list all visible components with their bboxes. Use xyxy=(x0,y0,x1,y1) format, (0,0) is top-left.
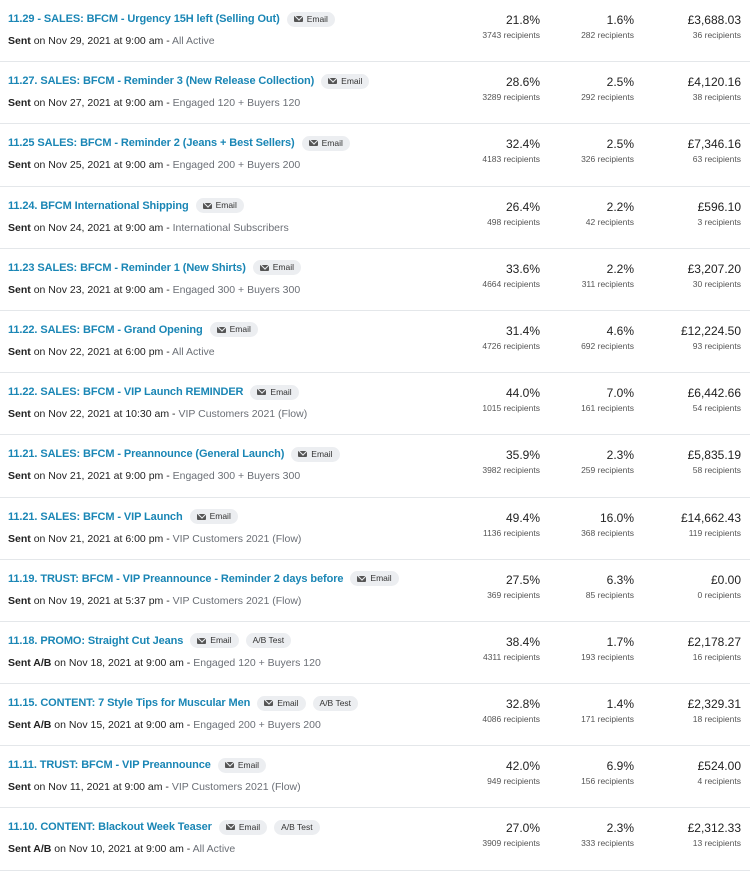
campaign-info xyxy=(8,446,500,482)
revenue-recipients: 93 recipients xyxy=(692,340,741,351)
email-badge xyxy=(253,260,301,275)
click-recipients: 282 recipients xyxy=(581,30,634,40)
campaign-sent-line xyxy=(8,781,500,793)
sent-label: Sent A/B xyxy=(8,719,52,732)
campaign-sent-line xyxy=(8,595,500,607)
badge-label: Email xyxy=(238,821,261,832)
revenue: £596.10 xyxy=(697,199,741,214)
sent-label: Sent xyxy=(8,470,31,483)
click-recipients: 85 recipients xyxy=(585,589,634,600)
sent-date: on Nov 25, 2021 at 9:00 am - xyxy=(33,159,170,172)
badge-label: Email xyxy=(210,635,232,646)
campaign-info xyxy=(8,322,500,358)
campaign-row xyxy=(0,311,750,373)
segment-name: Engaged 300 + Buyers 300 xyxy=(172,470,301,483)
revenue: £7,346.16 xyxy=(687,137,741,152)
click-rate-cell xyxy=(581,137,634,165)
open-recipients: 1136 recipients xyxy=(482,527,540,538)
revenue-cell xyxy=(688,137,741,165)
sent-date: on Nov 21, 2021 at 9:00 pm - xyxy=(33,470,170,483)
campaign-sent-line xyxy=(8,35,500,47)
sent-label: Sent xyxy=(8,159,31,172)
campaign-row xyxy=(0,124,750,186)
segment-name: Engaged 120 + Buyers 120 xyxy=(172,97,301,110)
segment-name: VIP Customers 2021 (Flow) xyxy=(172,532,302,545)
sent-date: on Nov 29, 2021 at 9:00 am - xyxy=(33,35,170,47)
click-rate: 1.7% xyxy=(606,634,634,649)
revenue-recipients: 54 recipients xyxy=(692,403,741,414)
badge-label: Email xyxy=(311,448,333,459)
badge-label: Email xyxy=(270,386,292,397)
click-recipients: 311 recipients xyxy=(581,278,634,289)
segment-name: All Active xyxy=(172,345,215,358)
campaign-title-link[interactable]: 11.22. SALES: BFCM - VIP Launch REMINDER xyxy=(8,386,244,399)
campaign-sent-line xyxy=(8,408,500,420)
badge-label: Email xyxy=(229,324,251,335)
revenue: £12,224.50 xyxy=(680,323,741,338)
campaign-row xyxy=(0,62,750,124)
segment-name: Engaged 300 + Buyers 300 xyxy=(172,283,301,296)
campaign-info xyxy=(8,509,500,545)
email-badge xyxy=(302,136,350,151)
open-recipients: 3909 recipients xyxy=(482,838,540,849)
campaign-title-link[interactable]: 11.11. TRUST: BFCM - VIP Preannounce xyxy=(8,759,211,772)
open-rate: 32.4% xyxy=(505,137,540,152)
click-recipients: 42 recipients xyxy=(585,216,634,227)
click-recipients: 156 recipients xyxy=(581,776,634,787)
revenue-cell xyxy=(698,759,741,787)
click-rate-cell xyxy=(586,200,634,228)
envelope-icon xyxy=(294,16,303,22)
campaign-title-link[interactable]: 11.24. BFCM International Shipping xyxy=(8,199,189,212)
email-badge xyxy=(218,758,266,773)
revenue-cell xyxy=(688,13,741,41)
revenue-cell xyxy=(688,386,741,414)
envelope-icon xyxy=(328,78,337,84)
campaign-info xyxy=(8,819,500,855)
click-recipients: 692 recipients xyxy=(581,340,634,351)
click-rate-cell xyxy=(581,448,634,476)
open-recipients: 4086 recipients xyxy=(482,714,540,725)
revenue-cell xyxy=(698,200,741,228)
campaign-sent-line xyxy=(8,470,500,482)
segment-name: VIP Customers 2021 (Flow) xyxy=(171,781,301,794)
campaign-title-link[interactable]: 11.18. PROMO: Straight Cut Jeans xyxy=(8,634,184,647)
click-rate-cell xyxy=(581,386,634,414)
open-rate-cell xyxy=(487,573,540,601)
open-rate-cell xyxy=(482,821,540,849)
revenue-recipients: 30 recipients xyxy=(692,278,741,289)
ab-test-badge xyxy=(246,633,292,648)
click-rate-cell xyxy=(586,573,634,601)
email-badge xyxy=(190,509,238,524)
campaign-sent-line xyxy=(8,97,500,109)
segment-name: VIP Customers 2021 (Flow) xyxy=(172,594,302,607)
envelope-icon xyxy=(203,203,212,209)
campaign-title-link[interactable]: 11.25 SALES: BFCM - Reminder 2 (Jeans + Best Sellers) xyxy=(8,137,295,150)
click-rate: 2.5% xyxy=(606,137,634,152)
campaign-title-link[interactable]: 11.23 SALES: BFCM - Reminder 1 (New Shirts) xyxy=(8,261,246,274)
revenue-cell xyxy=(681,324,741,352)
sent-label: Sent xyxy=(8,97,31,110)
revenue: £14,662.43 xyxy=(680,510,741,525)
envelope-icon xyxy=(225,762,234,768)
click-recipients: 326 recipients xyxy=(581,154,634,165)
open-rate-cell xyxy=(483,635,540,663)
envelope-icon xyxy=(309,140,318,146)
revenue: £2,312.33 xyxy=(687,821,741,836)
open-recipients: 369 recipients xyxy=(487,589,540,600)
revenue-recipients: 63 recipients xyxy=(692,154,741,165)
sent-date: on Nov 15, 2021 at 9:00 am - xyxy=(54,719,191,732)
campaign-info xyxy=(8,135,500,171)
open-rate: 28.6% xyxy=(505,75,540,90)
click-recipients: 368 recipients xyxy=(581,527,634,538)
campaign-title-link[interactable]: 11.19. TRUST: BFCM - VIP Preannounce - Reminder 2 days before xyxy=(8,572,344,585)
campaign-title-link[interactable]: 11.21. SALES: BFCM - VIP Launch xyxy=(8,510,183,523)
revenue: £2,329.31 xyxy=(687,697,741,712)
click-recipients: 193 recipients xyxy=(581,651,634,662)
open-rate-cell xyxy=(482,697,540,725)
campaign-info xyxy=(8,260,500,296)
revenue-recipients: 4 recipients xyxy=(697,776,741,787)
sent-date: on Nov 19, 2021 at 5:37 pm - xyxy=(33,594,170,607)
sent-label: Sent xyxy=(8,35,31,47)
open-recipients: 4183 recipients xyxy=(482,154,540,165)
campaign-sent-line xyxy=(8,843,500,855)
click-rate-cell xyxy=(581,324,634,352)
envelope-icon xyxy=(226,824,235,830)
badge-label: A/B Test xyxy=(319,697,352,708)
open-rate: 38.4% xyxy=(505,634,540,649)
envelope-icon xyxy=(357,576,366,582)
open-rate: 27.0% xyxy=(505,821,540,836)
sent-date: on Nov 21, 2021 at 6:00 pm - xyxy=(33,532,170,545)
revenue-cell xyxy=(681,511,741,539)
sent-date: on Nov 18, 2021 at 9:00 am - xyxy=(54,656,191,669)
campaign-sent-line xyxy=(8,222,500,234)
click-rate: 2.2% xyxy=(606,261,634,276)
campaign-sent-line xyxy=(8,159,500,171)
open-recipients: 949 recipients xyxy=(487,776,540,787)
revenue-recipients: 16 recipients xyxy=(692,651,741,662)
campaign-row xyxy=(0,187,750,249)
revenue: £2,178.27 xyxy=(687,634,741,649)
click-rate: 7.0% xyxy=(606,386,634,401)
campaign-title-link[interactable]: 11.21. SALES: BFCM - Preannounce (General Launch) xyxy=(8,448,285,461)
segment-name: Engaged 120 + Buyers 120 xyxy=(193,656,321,669)
badge-label: Email xyxy=(370,573,392,584)
revenue: £3,207.20 xyxy=(687,261,741,276)
revenue-recipients: 58 recipients xyxy=(692,465,741,476)
open-rate-cell xyxy=(482,448,540,476)
campaign-row xyxy=(0,684,750,746)
revenue: £4,120.16 xyxy=(687,75,741,90)
open-rate: 35.9% xyxy=(505,448,540,463)
badge-label: Email xyxy=(306,13,328,24)
email-badge xyxy=(219,820,267,835)
badge-label: Email xyxy=(277,697,299,708)
badge-label: A/B Test xyxy=(281,821,313,832)
open-rate-cell xyxy=(482,324,540,352)
email-badge xyxy=(350,571,398,586)
revenue-recipients: 3 recipients xyxy=(697,216,741,227)
campaign-row xyxy=(0,746,750,808)
ab-test-badge xyxy=(274,820,320,835)
click-rate: 6.9% xyxy=(606,759,634,774)
open-recipients: 3289 recipients xyxy=(482,92,540,103)
campaign-info xyxy=(8,73,500,109)
campaign-row xyxy=(0,560,750,622)
email-badge xyxy=(190,633,238,648)
click-rate-cell xyxy=(581,13,634,41)
envelope-icon xyxy=(217,327,226,333)
campaign-row xyxy=(0,435,750,497)
envelope-icon xyxy=(264,700,273,706)
envelope-icon xyxy=(197,514,206,520)
campaign-sent-line xyxy=(8,284,500,296)
open-rate-cell xyxy=(482,386,540,414)
badge-label: Email xyxy=(272,262,295,273)
sent-date: on Nov 22, 2021 at 6:00 pm - xyxy=(33,345,170,358)
revenue: £3,688.03 xyxy=(687,13,741,27)
click-recipients: 333 recipients xyxy=(581,838,634,849)
campaign-sent-line xyxy=(8,346,500,358)
campaign-info xyxy=(8,198,500,234)
campaign-title-link[interactable]: 11.22. SALES: BFCM - Grand Opening xyxy=(8,323,203,336)
campaign-title-link[interactable]: 11.27. SALES: BFCM - Reminder 3 (New Release Collection) xyxy=(8,75,315,88)
open-recipients: 3982 recipients xyxy=(482,465,540,476)
sent-label: Sent xyxy=(8,283,31,296)
click-recipients: 259 recipients xyxy=(581,465,634,476)
envelope-icon xyxy=(298,451,307,457)
click-rate: 2.3% xyxy=(606,821,634,836)
open-rate-cell xyxy=(482,262,540,290)
click-rate-cell xyxy=(581,511,634,539)
click-rate: 2.5% xyxy=(606,75,634,90)
open-rate-cell xyxy=(482,137,540,165)
open-rate: 32.8% xyxy=(505,697,540,712)
click-rate-cell xyxy=(582,262,634,290)
sent-label: Sent xyxy=(8,345,31,358)
open-recipients: 3743 recipients xyxy=(482,30,540,40)
sent-date: on Nov 24, 2021 at 9:00 am - xyxy=(33,221,170,234)
click-rate: 2.2% xyxy=(606,199,634,214)
sent-label: Sent xyxy=(8,532,31,545)
email-badge xyxy=(321,74,369,89)
click-rate-cell xyxy=(581,635,634,663)
revenue-recipients: 0 recipients xyxy=(697,589,741,600)
open-recipients: 4311 recipients xyxy=(482,651,540,662)
open-recipients: 4726 recipients xyxy=(482,340,540,351)
envelope-icon xyxy=(260,265,269,271)
envelope-icon xyxy=(197,638,206,644)
revenue-recipients: 13 recipients xyxy=(692,838,741,849)
click-rate: 1.6% xyxy=(606,13,634,27)
open-rate: 44.0% xyxy=(505,386,540,401)
badge-label: A/B Test xyxy=(252,635,285,646)
envelope-icon xyxy=(257,389,266,395)
campaign-sent-line xyxy=(8,533,500,545)
badge-label: Email xyxy=(321,137,343,148)
click-recipients: 161 recipients xyxy=(581,403,634,414)
campaign-row xyxy=(0,249,750,311)
revenue: £524.00 xyxy=(697,759,741,774)
campaign-sent-line xyxy=(8,719,500,731)
badge-label: Email xyxy=(215,200,237,211)
open-recipients: 498 recipients xyxy=(487,216,540,227)
campaign-info xyxy=(8,633,500,669)
click-rate: 6.3% xyxy=(606,572,634,587)
open-rate: 27.5% xyxy=(505,572,540,587)
revenue-recipients: 38 recipients xyxy=(692,92,741,103)
email-badge xyxy=(250,385,298,400)
click-rate: 4.6% xyxy=(606,323,634,338)
revenue-cell xyxy=(688,821,741,849)
sent-date: on Nov 23, 2021 at 9:00 am - xyxy=(33,283,170,296)
revenue-cell xyxy=(688,75,741,103)
campaign-info xyxy=(8,384,500,420)
campaign-row xyxy=(0,0,750,62)
sent-label: Sent A/B xyxy=(8,843,52,856)
click-rate-cell xyxy=(581,759,634,787)
open-rate-cell xyxy=(482,75,540,103)
sent-date: on Nov 22, 2021 at 10:30 am - xyxy=(33,408,176,421)
revenue-cell xyxy=(698,573,741,601)
campaign-info xyxy=(8,757,500,793)
revenue: £6,442.66 xyxy=(687,386,741,401)
segment-name: VIP Customers 2021 (Flow) xyxy=(178,408,308,421)
sent-label: Sent xyxy=(8,594,31,607)
open-rate: 26.4% xyxy=(505,199,540,214)
revenue-cell xyxy=(688,262,741,290)
revenue: £0.00 xyxy=(710,572,741,587)
campaign-row xyxy=(0,808,750,870)
click-rate: 16.0% xyxy=(599,510,634,525)
open-rate: 31.4% xyxy=(505,323,540,338)
campaign-row xyxy=(0,373,750,435)
email-badge xyxy=(210,322,258,337)
email-badge xyxy=(196,198,244,213)
open-rate: 33.6% xyxy=(505,261,540,276)
sent-date: on Nov 10, 2021 at 9:00 am - xyxy=(54,843,191,856)
revenue-cell xyxy=(688,635,741,663)
open-rate: 49.4% xyxy=(505,510,540,525)
sent-label: Sent A/B xyxy=(8,656,52,669)
campaign-info xyxy=(8,11,500,47)
revenue: £5,835.19 xyxy=(687,448,741,463)
email-badge xyxy=(257,696,305,711)
click-rate-cell xyxy=(581,75,634,103)
sent-label: Sent xyxy=(8,408,31,421)
click-rate-cell xyxy=(581,697,634,725)
sent-label: Sent xyxy=(8,781,31,794)
click-recipients: 292 recipients xyxy=(581,92,634,103)
email-badge xyxy=(291,447,339,462)
click-rate-cell xyxy=(581,821,634,849)
revenue-recipients: 36 recipients xyxy=(692,30,741,40)
segment-name: Engaged 200 + Buyers 200 xyxy=(172,159,301,172)
email-badge xyxy=(287,12,335,27)
open-rate-cell xyxy=(482,13,540,41)
revenue-cell xyxy=(688,448,741,476)
click-rate: 2.3% xyxy=(606,448,634,463)
sent-date: on Nov 27, 2021 at 9:00 am - xyxy=(33,97,170,110)
campaign-info xyxy=(8,695,500,731)
campaign-title-link[interactable]: 11.15. CONTENT: 7 Style Tips for Muscular Men xyxy=(8,697,251,710)
open-recipients: 1015 recipients xyxy=(482,403,540,414)
campaign-title-link[interactable]: 11.29 - SALES: BFCM - Urgency 15H left (Selling Out) xyxy=(8,13,280,25)
sent-label: Sent xyxy=(8,221,31,234)
segment-name: Engaged 200 + Buyers 200 xyxy=(193,719,321,732)
revenue-recipients: 119 recipients xyxy=(688,527,741,538)
campaign-info xyxy=(8,571,500,607)
campaign-row xyxy=(0,498,750,560)
campaign-title-link[interactable]: 11.10. CONTENT: Blackout Week Teaser xyxy=(8,821,212,834)
open-rate-cell xyxy=(483,511,540,539)
segment-name: All Active xyxy=(192,843,236,856)
badge-label: Email xyxy=(237,759,260,770)
open-rate-cell xyxy=(487,200,540,228)
ab-test-badge xyxy=(313,696,359,711)
revenue-recipients: 18 recipients xyxy=(692,714,741,725)
campaign-sent-line xyxy=(8,657,500,669)
click-rate: 1.4% xyxy=(606,697,634,712)
open-recipients: 4664 recipients xyxy=(482,278,540,289)
open-rate: 42.0% xyxy=(505,759,540,774)
sent-date: on Nov 11, 2021 at 9:00 am - xyxy=(33,781,169,794)
revenue-cell xyxy=(688,697,741,725)
campaign-row xyxy=(0,622,750,684)
badge-label: Email xyxy=(341,75,363,86)
click-recipients: 171 recipients xyxy=(581,714,634,725)
segment-name: All Active xyxy=(172,35,215,47)
open-rate-cell xyxy=(487,759,540,787)
segment-name: International Subscribers xyxy=(172,221,289,234)
badge-label: Email xyxy=(209,511,231,521)
open-rate: 21.8% xyxy=(505,13,540,27)
